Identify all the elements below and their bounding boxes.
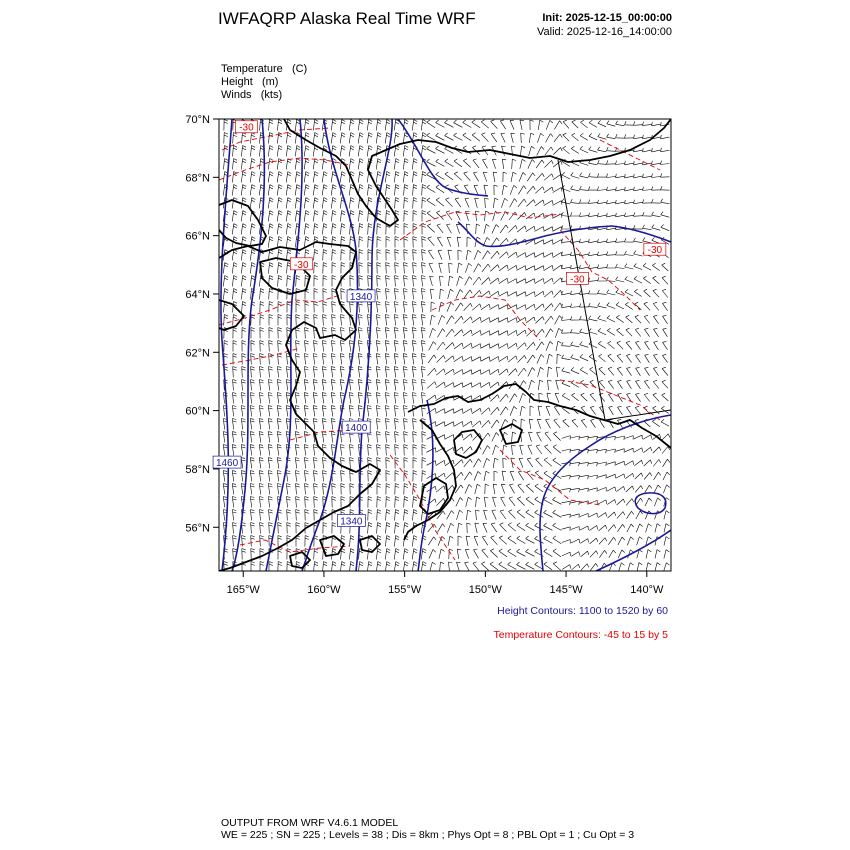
svg-text:1340: 1340 [340, 516, 363, 528]
temperature-contour-label [644, 243, 666, 256]
svg-text:1400: 1400 [345, 423, 368, 435]
lat-tick-label: 68°N [185, 172, 210, 185]
footer-settings: WE = 225 ; SN = 225 ; Levels = 38 ; Dis = 8km ; Phys Opt = 8 ; PBL Opt = 1 ; Cu Opt = 3 [221, 829, 635, 841]
height-contour-label [213, 456, 241, 469]
height-contour-label [347, 290, 375, 303]
lon-tick-label: 145°W [549, 584, 583, 596]
temperature-contour-label [235, 121, 257, 134]
lat-tick-label: 60°N [185, 405, 210, 418]
field-winds: Winds (kts) [221, 89, 283, 101]
lon-tick-label: 155°W [388, 584, 422, 596]
lat-tick-label: 66°N [185, 230, 210, 243]
lat-tick-label: 64°N [185, 288, 210, 301]
height-contours-note: Height Contours: 1100 to 1520 by 60 [497, 605, 668, 617]
field-temperature: Temperature (C) [221, 63, 308, 75]
height-contours [221, 119, 671, 571]
svg-text:-30: -30 [294, 259, 309, 271]
lon-tick-label: 165°W [226, 584, 260, 596]
svg-text:-30: -30 [239, 122, 254, 134]
height-contour-label [337, 514, 365, 527]
lon-tick-label: 140°W [630, 584, 664, 596]
init-time: Init: 2025-12-15_00:00:00 [542, 12, 672, 24]
svg-text:1340: 1340 [349, 291, 373, 303]
lat-tick-label: 56°N [185, 522, 210, 535]
field-height: Height (m) [221, 76, 279, 88]
svg-text:-30: -30 [647, 245, 663, 257]
chart-title: IWFAQRP Alaska Real Time WRF [218, 9, 476, 28]
temperature-contours [219, 128, 660, 560]
svg-text:1460: 1460 [215, 458, 239, 470]
svg-text:-30: -30 [570, 274, 585, 286]
lat-tick-label: 62°N [185, 347, 210, 360]
temperature-contour-label [290, 258, 312, 271]
height-contour-label [342, 421, 370, 434]
temperature-contours-note: Temperature Contours: -45 to 15 by 5 [493, 629, 668, 641]
lon-tick-label: 150°W [468, 584, 502, 596]
footer-model: OUTPUT FROM WRF V4.6.1 MODEL [221, 817, 399, 829]
lon-tick-label: 160°W [307, 584, 341, 596]
lat-tick-label: 58°N [185, 463, 210, 476]
valid-time: Valid: 2025-12-16_14:00:00 [537, 26, 672, 38]
contour-labels [213, 121, 666, 528]
lat-tick-label: 70°N [185, 114, 210, 126]
temperature-contour-label [566, 272, 588, 285]
